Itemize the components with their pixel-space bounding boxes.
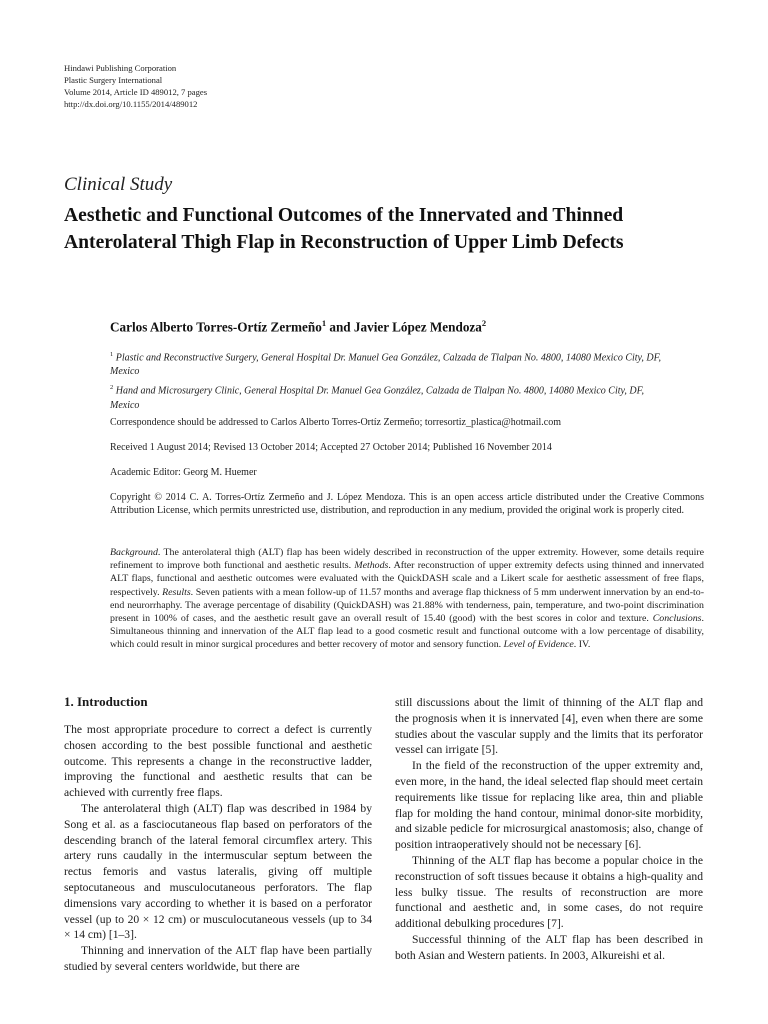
affiliation-text: Hand and Microsurgery Clinic, General Hospital Dr. Manuel Gea González, Calzada de Tlalpan No. 4800, 14080 Mexico City, DF, Mexico [110, 385, 644, 411]
abstract-text: . IV. [573, 639, 591, 651]
body-paragraph: The anterolateral thigh (ALT) flap was described in 1984 by Song et al. as a fasciocutaneous flap based on perforators of the descending branch of the lateral femoral circumflex artery. This artery runs caudally in the intermuscular septum between the rectus femoris and vastus lateralis, giving off multiple septocutaneous and musculocutaneous perforators. The flap dimensions vary according to whether it is based on a perforator vessel (up to 20 × 12 cm) or musculocutaneous vessels (up to 34 × 14 cm) [1–3]. [64, 801, 372, 942]
affiliation-marker: 1 [321, 318, 327, 328]
affiliation-number: 1 [110, 351, 114, 358]
correspondence: Correspondence should be addressed to Carlos Alberto Torres-Ortíz Zermeño; torresortiz_plastica@hotmail.com [110, 417, 561, 428]
abstract-text: . Seven patients with a mean follow-up of 11.57 months and average flap thickness of 5 mm underwent innervation by an end-to-end neurorrhaphy. The average percentage of disability (QuickDASH) was 21.88% with tenderness, pain, temperature, and two-point discrimination present in 100% of cases, and the aesthetic result gave an overall result of 15.40 (good) with the best scores in color and texture. [110, 586, 704, 625]
author-name: Carlos Alberto Torres-Ortíz Zermeño [110, 319, 322, 335]
section-heading: 1. Introduction [64, 694, 148, 709]
body-paragraph: In the field of the reconstruction of the upper extremity and, even more, in the hand, the ideal selected flap should meet certain requirements like tissue for replacing like area, thin and pliable flap for molding the hand contour, minimal donor-site morbidity, and sizable pedicle for microsurgical anastomosis; also, change of position intraoperatively should not be necessary [6]. [395, 759, 703, 852]
volume-info: Volume 2014, Article ID 489012, 7 pages [64, 87, 208, 97]
abstract-text: . The anterolateral thigh (ALT) flap has been widely described in reconstruction of the upper extremity. However, some details require refinement to improve both functional and aesthetic results. [110, 547, 704, 572]
body-paragraph: Thinning of the ALT flap has become a popular choice in the reconstruction of soft tissues because it obtains a high-quality and less bulky tissue. The results of reconstruction are more functional and aesthetic and, in some cases, do not require additional debulking procedures [7]. [395, 853, 703, 931]
body-paragraph: Thinning and innervation of the ALT flap have been partially studied by several centers worldwide, but there are [64, 944, 372, 973]
affiliations [110, 348, 670, 415]
affiliation-number: 2 [110, 384, 114, 392]
body-paragraph: still discussions about the limit of thinning of the ALT flap and the prognosis when it is innervated [4], even when there are some studies about the vascular supply and the limits that its perforator vessel can irrigate [5]. [395, 696, 703, 757]
doi-link[interactable]: http://dx.doi.org/10.1155/2014/489012 [64, 99, 198, 109]
publication-header [64, 62, 207, 110]
author-list [110, 318, 486, 335]
body-paragraph: Successful thinning of the ALT flap has been described in both Asian and Western patients. In 2003, Alkureishi et al. [395, 932, 703, 962]
abstract-label-background: Background [110, 547, 158, 558]
copyright-notice: Copyright © 2014 C. A. Torres-Ortíz Zermeño and J. López Mendoza. This is an open access article distributed under the Creative Commons Attribution License, which permits unrestricted use, distribution, and reproduction in any medium, provided the original work is properly cited. [110, 492, 704, 517]
abstract-label-results: Results [162, 586, 191, 598]
affiliation-marker: 2 [481, 318, 487, 328]
body-column-left [64, 694, 372, 975]
article-type: Clinical Study [64, 174, 173, 195]
abstract-label-level: Level of Evidence [503, 639, 574, 651]
abstract-label-methods: Methods [354, 560, 389, 572]
author-conjunction: and [326, 319, 354, 335]
paper-title: Aesthetic and Functional Outcomes of the Innervated and Thinned Anterolateral Thigh Flap in Reconstruction of Upper Limb Defects [64, 205, 624, 253]
publisher-name: Hindawi Publishing Corporation [64, 63, 177, 73]
author-name: Javier López Mendoza [353, 319, 482, 335]
publication-dates: Received 1 August 2014; Revised 13 October 2014; Accepted 27 October 2014; Published 16 November 2014 [110, 442, 552, 453]
affiliation [110, 348, 670, 379]
affiliation [110, 381, 670, 412]
affiliation-text: Plastic and Reconstructive Surgery, General Hospital Dr. Manuel Gea González, Calzada de Tlalpan No. 4800, 14080 Mexico City, DF, Mexico [110, 352, 661, 378]
abstract [110, 546, 704, 652]
abstract-text: . After reconstruction of upper extremity defects using thinned and innervated ALT flaps, functional and aesthetic outcomes were evaluated with the QuickDASH scale and a Likert scale for aesthetic assessment of free flaps, respectively. [110, 560, 704, 598]
abstract-text: . Simultaneous thinning and innervation of the ALT flap lead to a good cosmetic result and functional outcome with a low percentage of disability, which could result in minor surgical procedures and better recovery of motor and sensory function. [110, 613, 704, 651]
academic-editor: Academic Editor: Georg M. Huemer [110, 467, 257, 478]
body-paragraph: The most appropriate procedure to correct a defect is currently chosen according to the best possible functional and aesthetic outcome. This represents a change in the reconstructive ladder, improving the functional and aesthetic results that can be achieved with currently free flaps. [64, 723, 372, 800]
body-column-right [395, 695, 703, 964]
journal-name: Plastic Surgery International [64, 75, 163, 85]
abstract-label-conclusions: Conclusions [652, 613, 702, 625]
